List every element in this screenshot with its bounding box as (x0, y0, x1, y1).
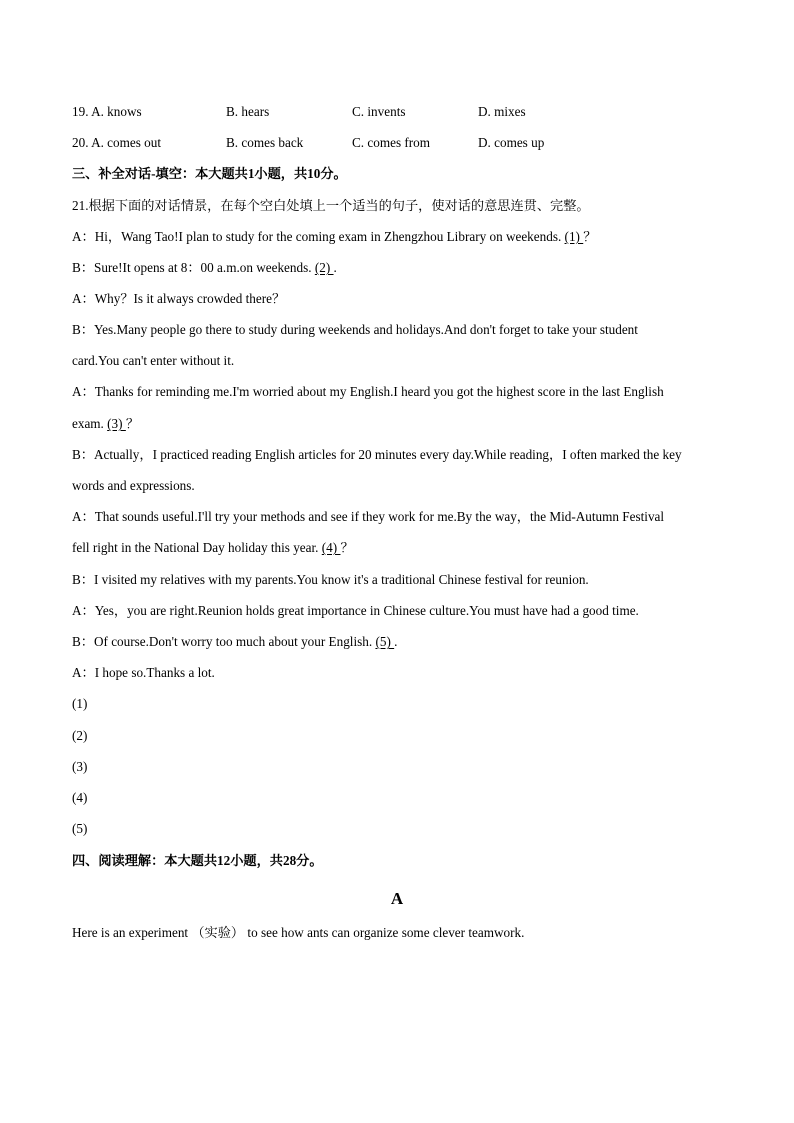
blank-2: (2) (314, 260, 334, 275)
dialogue-line: A：That sounds useful.I'll try your methods and see if they work for me.By the way，the Mid-Autumn Festival (72, 509, 665, 524)
question-20-options (72, 135, 692, 151)
dialogue-line (72, 260, 337, 276)
punctuation: . (394, 634, 398, 649)
question-number: 19. (72, 104, 89, 119)
dialogue-line: A：Thanks for reminding me.I'm worried about my English.I heard you got the highest score in the last English (72, 384, 664, 399)
punctuation: ？ (583, 229, 597, 244)
blank-5: (5) (375, 634, 395, 649)
option-d: D. mixes (478, 104, 526, 119)
dialogue-line: card.You can't enter without it. (72, 353, 235, 368)
dialogue-line (72, 229, 596, 245)
blank-1: (1) (564, 229, 584, 244)
option-a (72, 135, 161, 151)
option-b: B. hears (226, 104, 270, 119)
dialogue-line (72, 540, 354, 556)
dialogue-line: words and expressions. (72, 478, 195, 493)
option-a-text: A. comes out (91, 135, 162, 150)
dialogue-line: A：Why？Is it always crowded there？ (72, 291, 286, 306)
dialogue-text: B：Sure!It opens at 8：00 a.m.on weekends. (72, 260, 315, 275)
dialogue-text: exam. (72, 416, 108, 431)
dialogue-line: A：Yes，you are right.Reunion holds great importance in Chinese culture.You must have had a good time. (72, 603, 639, 618)
dialogue-line: B：Yes.Many people go there to study during weekends and holidays.And don't forget to take your student (72, 322, 638, 337)
dialogue-line (72, 634, 397, 650)
section-3-title: 三、补全对话-填空：本大题共1小题，共10分。 (72, 166, 347, 181)
dialogue-text: fell right in the National Day holiday this year. (72, 540, 322, 555)
punctuation: ？ (340, 540, 354, 555)
option-c: C. comes from (352, 135, 431, 150)
passage-intro: Here is an experiment （实验） to see how ants can organize some clever teamwork. (72, 925, 525, 940)
punctuation: . (333, 260, 337, 275)
blank-4: (4) (321, 540, 341, 555)
dialogue-text: B：Of course.Don't worry too much about your English. (72, 634, 376, 649)
dialogue-text: A：Hi，Wang Tao!I plan to study for the coming exam in Zhengzhou Library on weekends. (72, 229, 565, 244)
answer-slot-3: (3) (72, 759, 88, 774)
answer-slot-5: (5) (72, 821, 88, 836)
dialogue-line: B：Actually，I practiced reading English articles for 20 minutes every day.While reading，I often marked the key (72, 447, 682, 462)
option-c: C. invents (352, 104, 406, 119)
question-19-options (72, 104, 692, 120)
answer-slot-4: (4) (72, 790, 88, 805)
answer-slot-2: (2) (72, 728, 88, 743)
option-a (72, 104, 142, 120)
punctuation: ？ (125, 416, 140, 431)
option-a-text: A. knows (91, 104, 142, 119)
option-d: D. comes up (478, 135, 545, 150)
blank-3: (3) (107, 416, 126, 431)
dialogue-line: B：I visited my relatives with my parents.You know it's a traditional Chinese festival for reunion. (72, 572, 589, 587)
answer-slot-1: (1) (72, 696, 88, 711)
dialogue-line: A：I hope so.Thanks a lot. (72, 665, 215, 680)
section-4-title: 四、阅读理解：本大题共12小题，共28分。 (72, 853, 323, 868)
question-21-prompt: 21.根据下面的对话情景，在每个空白处填上一个适当的句子，使对话的意思连贯、完整。 (72, 198, 590, 213)
passage-heading: A (390, 889, 404, 908)
question-number: 20. (72, 135, 89, 150)
option-b: B. comes back (226, 135, 304, 150)
dialogue-line (72, 416, 139, 432)
